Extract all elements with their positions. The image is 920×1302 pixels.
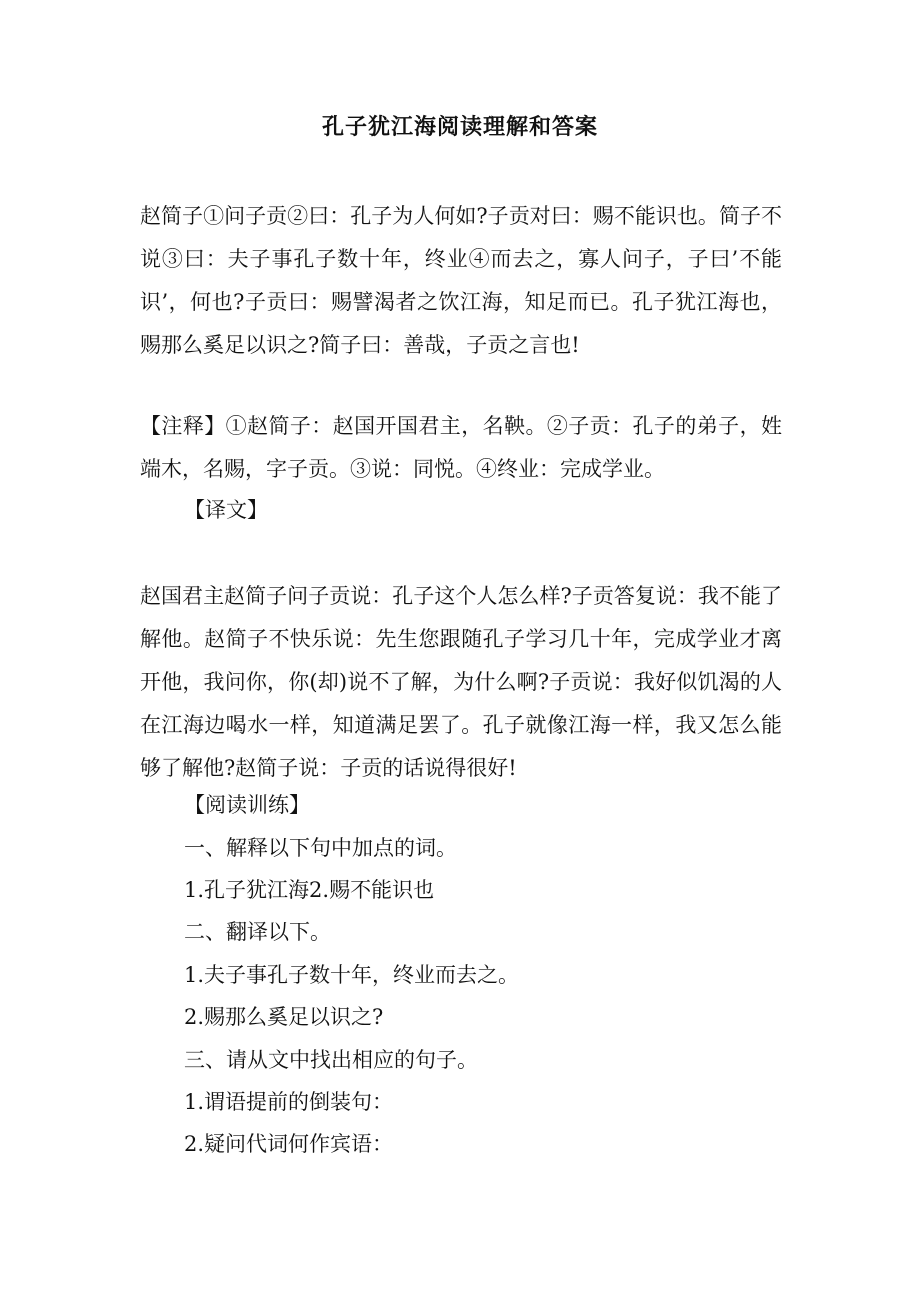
notes-paragraph: 【注释】①赵简子：赵国开国君主，名鞅。②子贡：孔子的弟子，姓端木，名赐，字子贡。③说：同悦。④终业：完成学业。 [140, 414, 782, 481]
translation-heading: 【译文】 [184, 498, 268, 522]
question-1-items: 1.孔子犹江海2.赐不能识也 [184, 878, 435, 902]
translation-paragraph: 赵国君主赵简子问子贡说：孔子这个人怎么样?子贡答复说：我不能了解他。赵简子不快乐说：先生您跟随孔子学习几十年，完成学业才离开他，我问你，你(却)说不了解，为什么啊?子贡说：我好似饥渴的人在江海边喝水一样，知道满足罢了。孔子就像江海一样，我又怎么能够了解他?赵简子说：子贡的话说得很好! [140, 584, 782, 780]
question-1-heading: 一、解释以下句中加点的词。 [184, 836, 457, 860]
question-3-heading: 三、请从文中找出相应的句子。 [184, 1048, 478, 1072]
question-2-item-2: 2.赐那么奚足以识之? [184, 1005, 384, 1029]
question-3-item-2: 2.疑问代词何作宾语： [184, 1132, 394, 1156]
exercise-heading: 【阅读训练】 [184, 793, 310, 817]
question-2-heading: 二、翻译以下。 [184, 920, 331, 944]
original-text-paragraph: 赵简子①问子贡②曰：孔子为人何如?子贡对曰：赐不能识也。简子不说③曰：夫子事孔子数十年，终业④而去之，寡人问子，子曰’不能识’，何也?子贡曰：赐譬渴者之饮江海，知足而已。孔子犹江海也，赐那么奚足以识之?简子曰：善哉，子贡之言也! [140, 204, 782, 357]
question-3-item-1: 1.谓语提前的倒装句： [184, 1090, 394, 1114]
question-2-item-1: 1.夫子事孔子数十年，终业而去之。 [184, 963, 520, 987]
document-title: 孔子犹江海阅读理解和答案 [321, 114, 598, 140]
